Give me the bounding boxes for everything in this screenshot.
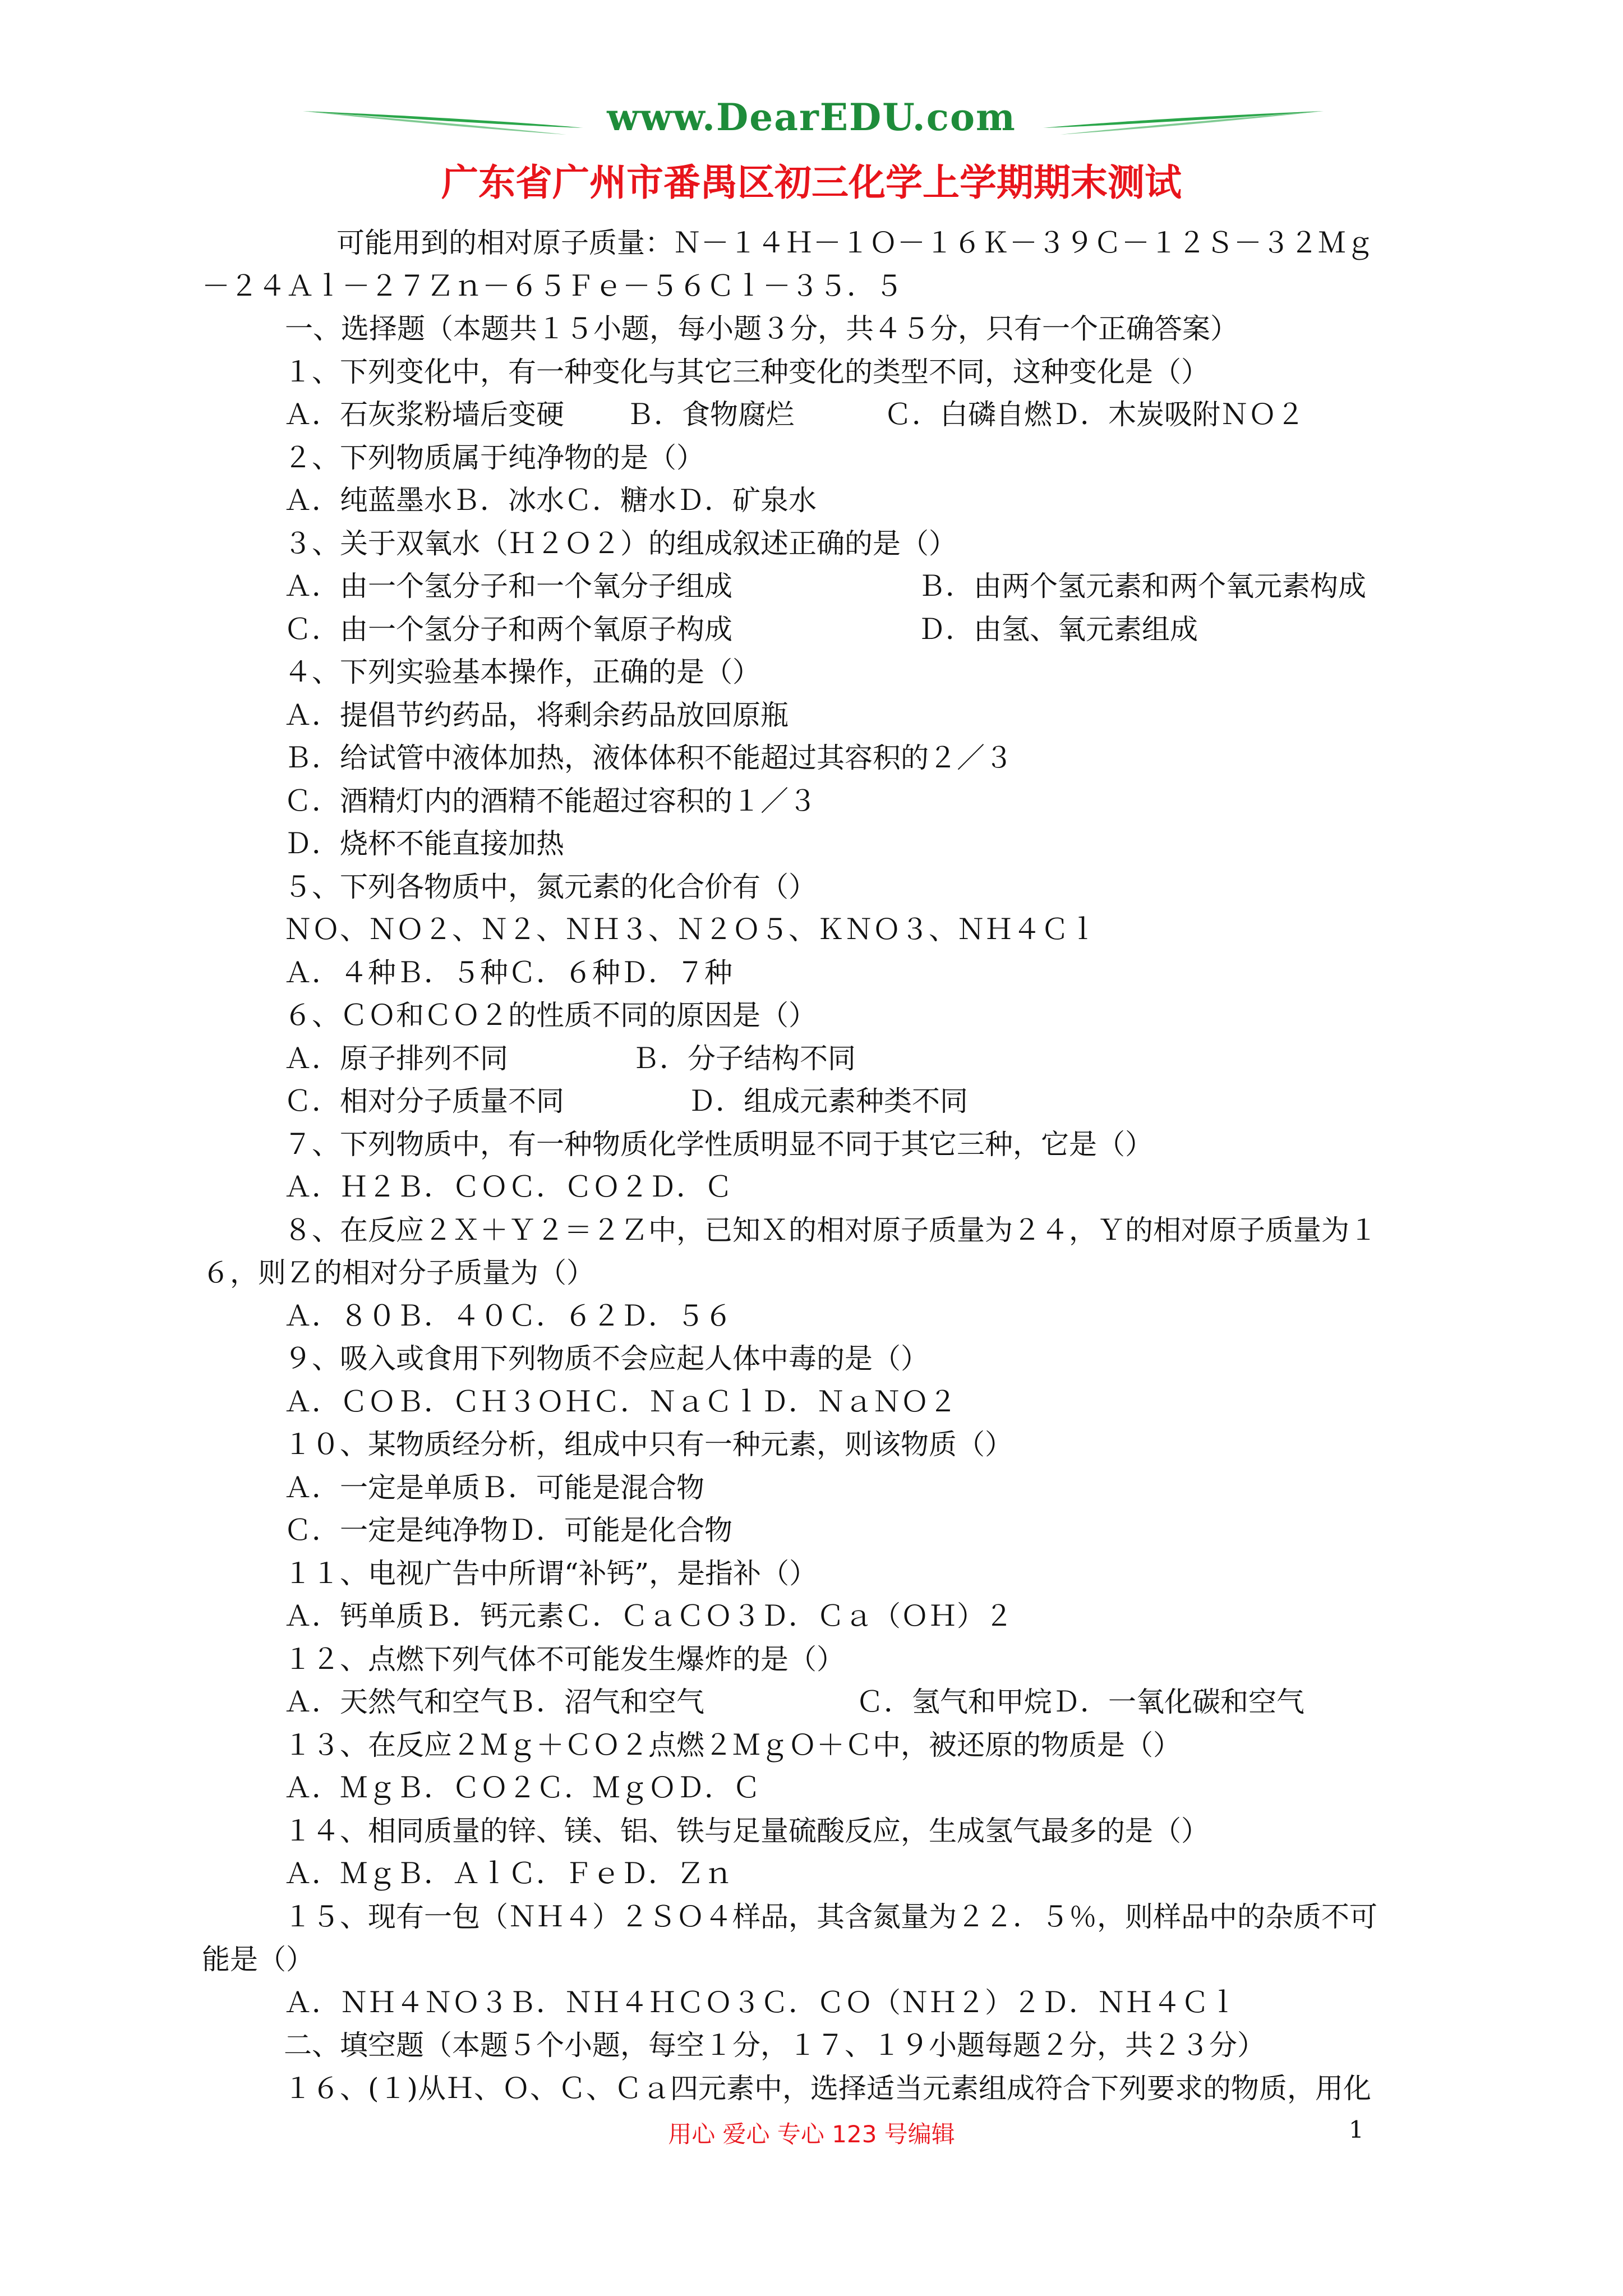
q10-stem: １０、某物质经分析，组成中只有一种元素，则该物质（）: [284, 1428, 1013, 1461]
page-title: 广东省广州市番禺区初三化学上学期期末测试: [441, 161, 1182, 204]
q1-option-b: Ｂ．食物腐烂: [626, 398, 794, 431]
document-body: [202, 222, 1419, 2110]
q7-stem: ７、下列物质中，有一种物质化学性质明显不同于其它三种，它是（）: [284, 1128, 1153, 1161]
q3-option-d: Ｄ．由氢、氧元素组成: [917, 613, 1198, 646]
q6-option-c: Ｃ．相对分子质量不同: [284, 1085, 564, 1117]
q15-stem-line-2: 能是（）: [202, 1943, 314, 1976]
q9-options: Ａ．ＣＯＢ．ＣＨ３ＯＨＣ．ＮａＣｌＤ．ＮａＮＯ２: [284, 1385, 957, 1418]
q11-options: Ａ．钙单质Ｂ．钙元素Ｃ．ＣａＣＯ３Ｄ．Ｃａ（ＯＨ）２: [284, 1600, 1013, 1632]
q15-stem-line-1: １５、现有一包（ＮＨ４）２ＳＯ４样品，其含氮量为２２．５％，则样品中的杂质不可: [284, 1900, 1377, 1933]
q8-stem-line-1: ８、在反应２Ｘ＋Ｙ２＝２Ｚ中，已知Ｘ的相对原子质量为２４，Ｙ的相对原子质量为１: [284, 1213, 1377, 1246]
q16-stem: １６、(１)从Ｈ、Ｏ、Ｃ、Ｃａ四元素中，选择适当元素组成符合下列要求的物质，用化: [284, 2072, 1372, 2105]
q3-option-a: Ａ．由一个氢分子和一个氧分子组成: [284, 570, 732, 602]
intro-line-2: －２４Ａｌ－２７Ｚｎ－６５Ｆｅ－５６Ｃｌ－３５．５: [202, 269, 903, 302]
q14-options: Ａ．ＭｇＢ．ＡｌＣ．ＦｅＤ．Ｚｎ: [284, 1857, 732, 1890]
q10-options-cd: Ｃ．一定是纯净物Ｄ．可能是化合物: [284, 1514, 732, 1547]
q3-stem: ３、关于双氧水（Ｈ２Ｏ２）的组成叙述正确的是（）: [284, 527, 957, 560]
q13-stem: １３、在反应２Ｍｇ＋ＣＯ２点燃２ＭｇＯ＋Ｃ中，被还原的物质是（）: [284, 1728, 1181, 1761]
site-url-logo[interactable]: www.DearEDU.com: [607, 95, 1016, 139]
q5-formula: ＮＯ、ＮＯ２、Ｎ２、ＮＨ３、Ｎ２Ｏ５、ＫＮＯ３、ＮＨ４Ｃｌ: [284, 913, 1097, 946]
q1-option-a: Ａ．石灰浆粉墙后变硬: [284, 398, 564, 431]
q9-stem: ９、吸入或食用下列物质不会应起人体中毒的是（）: [284, 1342, 929, 1375]
q12-option-cd: Ｃ．氢气和甲烷Ｄ．一氧化碳和空气: [856, 1686, 1304, 1718]
q4-stem: ４、下列实验基本操作，正确的是（）: [284, 656, 760, 688]
q6-options-cd: [202, 1080, 1419, 1123]
q4-option-c: Ｃ．酒精灯内的酒精不能超过容积的１／３: [284, 784, 817, 817]
q12-options: [202, 1681, 1419, 1724]
q3-option-b: Ｂ．由两个氢元素和两个氧元素构成: [917, 570, 1366, 602]
q5-options: Ａ．４种Ｂ．５种Ｃ．６种Ｄ．７种: [284, 956, 732, 989]
q3-options-ab: [202, 565, 1419, 608]
q1-option-cd: Ｃ．白磷自燃Ｄ．木炭吸附ＮＯ２: [884, 398, 1304, 431]
q15-options: Ａ．ＮＨ４ＮＯ３Ｂ．ＮＨ４ＨＣＯ３Ｃ．ＣＯ（ＮＨ２）２Ｄ．ＮＨ４Ｃｌ: [284, 1986, 1237, 2019]
q13-options: Ａ．ＭｇＢ．ＣＯ２Ｃ．ＭｇＯＤ．Ｃ: [284, 1772, 760, 1804]
q2-stem: ２、下列物质属于纯净物的是（）: [284, 441, 704, 474]
q12-option-ab: Ａ．天然气和空气Ｂ．沼气和空气: [284, 1686, 704, 1718]
q8-stem-line-2: ６，则Ｚ的相对分子质量为（）: [202, 1257, 594, 1289]
q3-option-c: Ｃ．由一个氢分子和两个氧原子构成: [284, 613, 732, 646]
section1-heading: 一、选择题（本题共１５小题，每小题３分，共４５分，只有一个正确答案）: [285, 312, 1238, 345]
q6-options-ab: [202, 1037, 1419, 1080]
q12-stem: １２、点燃下列气体不可能发生爆炸的是（）: [284, 1642, 845, 1676]
page-number: 1: [1349, 2116, 1364, 2143]
q11-stem: １１、电视广告中所谓“补钙”，是指补（）: [284, 1557, 818, 1590]
footer-editor-note: 用心 爱心 专心 123 号编辑: [668, 2120, 955, 2148]
q5-stem: ５、下列各物质中，氮元素的化合价有（）: [284, 870, 817, 903]
q6-stem: ６、ＣＯ和ＣＯ２的性质不同的原因是（）: [284, 999, 817, 1032]
q1-stem: １、下列变化中，有一种变化与其它三种变化的类型不同，这种变化是（）: [284, 355, 1209, 388]
q6-option-a: Ａ．原子排列不同: [284, 1042, 508, 1075]
q1-options: [202, 393, 1419, 436]
q6-option-d: Ｄ．组成元素种类不同: [688, 1085, 968, 1117]
section2-heading: 二、填空题（本题５个小题，每空１分，１７、１９小题每题２分，共２３分）: [284, 2029, 1265, 2062]
q8-options: Ａ．８０Ｂ．４０Ｃ．６２Ｄ．５６: [284, 1299, 732, 1332]
q7-options: Ａ．Ｈ２Ｂ．ＣＯＣ．ＣＯ２Ｄ．Ｃ: [284, 1171, 732, 1203]
intro-line-1: 可能用到的相对原子质量：Ｎ－１４Ｈ－１Ｏ－１６Ｋ－３９Ｃ－１２Ｓ－３２Ｍｇ: [336, 227, 1374, 259]
q10-options-ab: Ａ．一定是单质Ｂ．可能是混合物: [284, 1471, 704, 1504]
q4-option-d: Ｄ．烧杯不能直接加热: [284, 827, 564, 860]
q3-options-cd: [202, 608, 1419, 651]
q4-option-b: Ｂ．给试管中液体加热，液体体积不能超过其容积的２／３: [284, 742, 1013, 774]
q6-option-b: Ｂ．分子结构不同: [631, 1042, 856, 1075]
q2-options: Ａ．纯蓝墨水Ｂ．冰水Ｃ．糖水Ｄ．矿泉水: [284, 484, 817, 517]
q14-stem: １４、相同质量的锌、镁、铝、铁与足量硫酸反应，生成氢气最多的是（）: [284, 1814, 1209, 1847]
q4-option-a: Ａ．提倡节约药品，将剩余药品放回原瓶: [284, 698, 789, 731]
